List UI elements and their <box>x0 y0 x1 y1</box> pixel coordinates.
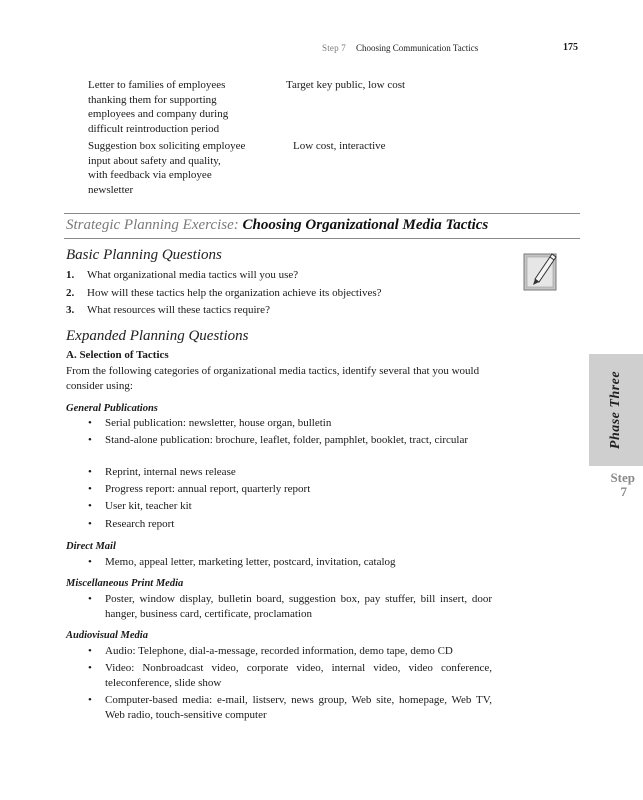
exercise-title <box>66 217 488 234</box>
table-row-1-rationale: Target key public, low cost <box>286 79 406 91</box>
list-item: • User kit, teacher kit <box>88 500 192 512</box>
table-row-1-tactic: Letter to families of employees thanking them for supporting employees and company during difficult reintroduction period <box>88 79 229 135</box>
running-header-step: Step 7 <box>322 43 346 53</box>
list-item: • Research report <box>88 518 175 530</box>
question-item: 2. How will these tactics help the organization achieve its objectives? <box>66 287 382 299</box>
list-item: • Poster, window display, bulletin board, suggestion box, pay stuffer, bill insert, door hanger, business card, certificate, proclamation <box>88 593 492 620</box>
category-heading: Direct Mail <box>66 541 116 552</box>
category-heading: General Publications <box>66 403 158 414</box>
exercise-title-main: Choosing Organizational Media Tactics <box>242 217 489 233</box>
side-step-number: 7 <box>620 484 627 499</box>
divider-bottom <box>64 238 580 239</box>
list-item: • Audio: Telephone, dial-a-message, recorded information, demo tape, demo CD <box>88 645 453 657</box>
side-step-label: Step <box>610 470 635 485</box>
basic-questions-heading: Basic Planning Questions <box>66 247 222 263</box>
list-item: • Memo, appeal letter, marketing letter, postcard, invitation, catalog <box>88 556 396 568</box>
list-item: • Computer-based media: e-mail, listserv, news group, Web site, homepage, Web TV, Web radio, touch-sensitive computer <box>88 694 492 721</box>
list-item: • Reprint, internal news release <box>88 466 236 478</box>
category-heading: Audiovisual Media <box>66 630 148 641</box>
divider-top <box>64 213 580 214</box>
exercise-title-prefix: Strategic Planning Exercise: <box>66 217 239 233</box>
table-row-2-tactic: Suggestion box soliciting employee input about safety and quality, with feedback via employee newsletter <box>88 140 246 196</box>
list-item: • Progress report: annual report, quarterly report <box>88 483 311 495</box>
expanded-questions-heading: Expanded Planning Questions <box>66 328 249 344</box>
phase-side-tab-label: Phase Three <box>608 370 623 450</box>
selection-of-tactics-subheading: A. Selection of Tactics <box>66 349 169 361</box>
list-item: • Video: Nonbroadcast video, corporate video, internal video, video conference, teleconference, slide show <box>88 662 492 689</box>
question-item: 3. What resources will these tactics require? <box>66 304 270 316</box>
list-item: • Stand-alone publication: brochure, leaflet, folder, pamphlet, booklet, tract, circular <box>88 434 469 446</box>
pencil-note-icon <box>523 251 557 291</box>
question-item: 1. What organizational media tactics will you use? <box>66 269 299 281</box>
category-heading: Miscellaneous Print Media <box>66 578 184 589</box>
running-header-title: Choosing Communication Tactics <box>356 43 479 53</box>
list-item: • Serial publication: newsletter, house organ, bulletin <box>88 417 332 429</box>
table-row-2-rationale: Low cost, interactive <box>293 140 386 152</box>
intro-paragraph: From the following categories of organizational media tactics, identify several that you would consider using: <box>66 365 480 392</box>
page-number: 175 <box>563 42 578 53</box>
